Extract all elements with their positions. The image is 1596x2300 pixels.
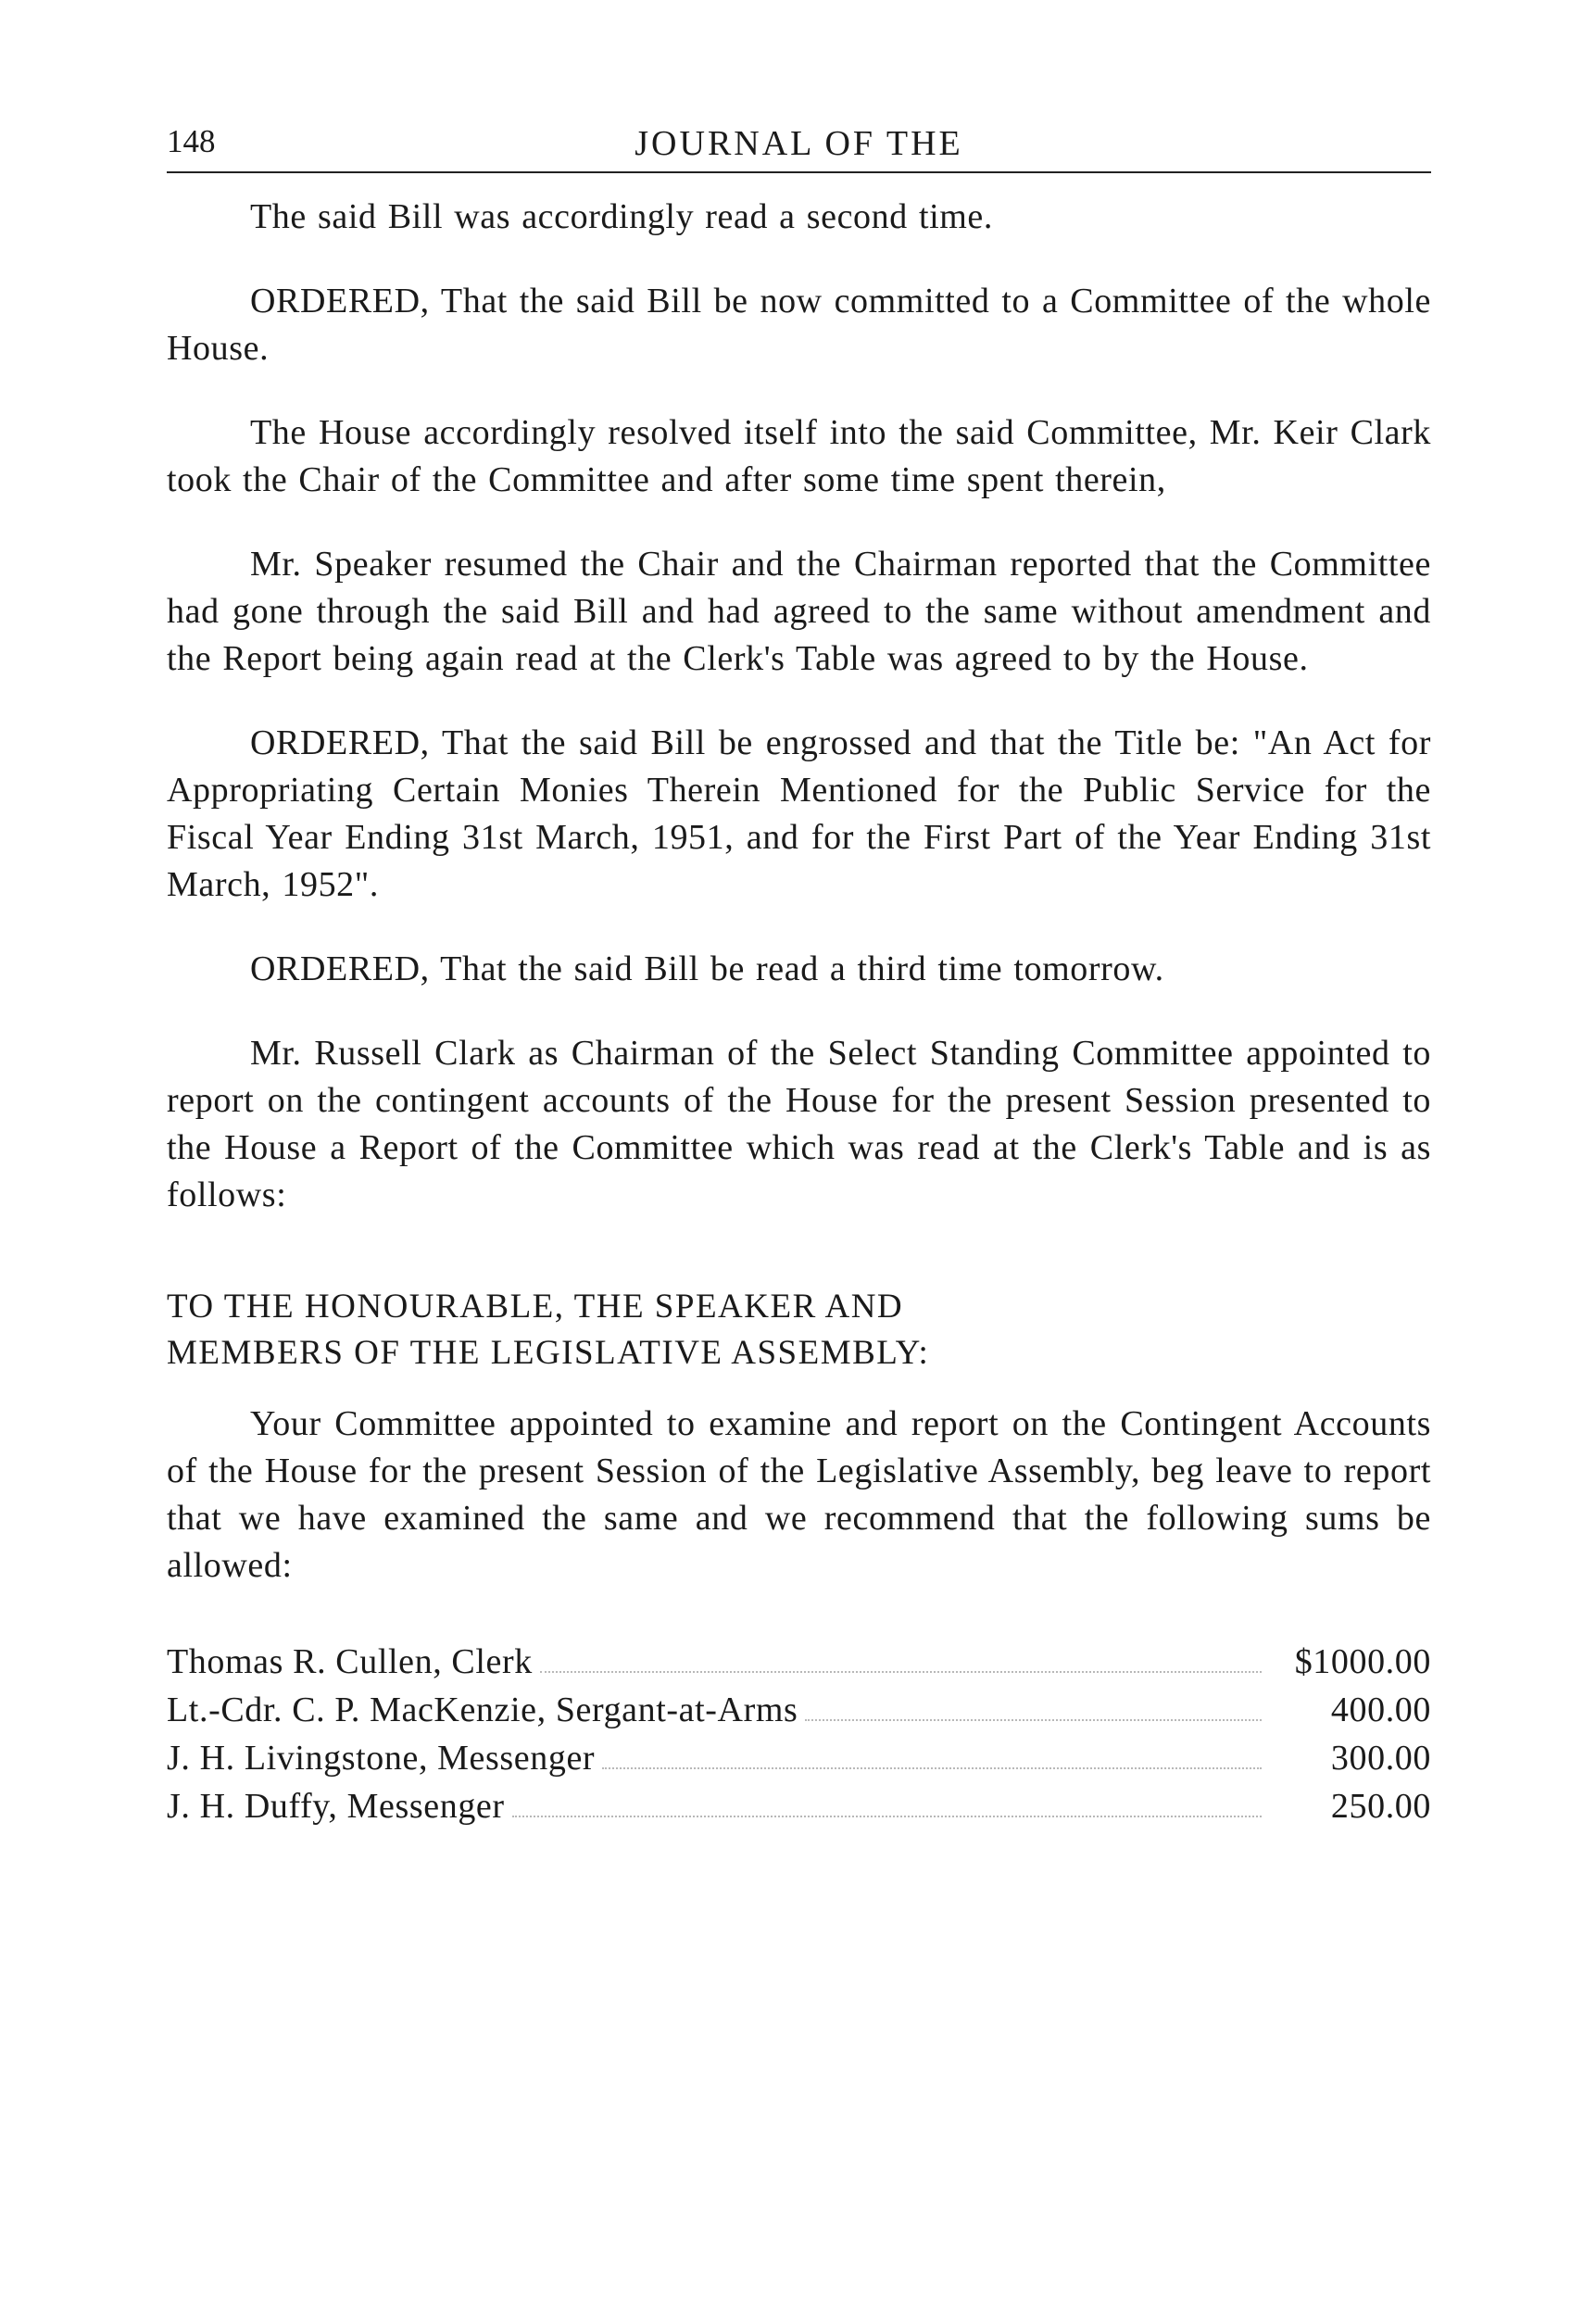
- account-row: [167, 1734, 1431, 1782]
- account-name: Lt.-Cdr. C. P. MacKenzie, Sergant-at-Arms: [167, 1690, 798, 1729]
- account-amount: $1000.00: [1294, 1642, 1431, 1681]
- paragraph-committee-resolution: The House accordingly resolved itself into the said Committee, Mr. Keir Clark took the Chair of the Committee and after some time spent therein,: [167, 413, 1431, 499]
- accounts-list: [167, 1638, 1431, 1830]
- account-name: J. H. Duffy, Messenger: [167, 1787, 505, 1826]
- account-name: Thomas R. Cullen, Clerk: [167, 1642, 533, 1681]
- report-address: [167, 1284, 1431, 1376]
- address-line-2: MEMBERS OF THE LEGISLATIVE ASSEMBLY:: [167, 1334, 930, 1372]
- paragraph-third-reading-order: ORDERED, That the said Bill be read a third time tomorrow.: [250, 949, 1164, 988]
- paragraph-chairman-report: Mr. Speaker resumed the Chair and the Chairman reported that the Committee had gone through the said Bill and had agreed to the same without amendment and the Report being again read at the Clerk's Table was agreed to by the House.: [167, 545, 1431, 678]
- dot-leader: [602, 1766, 1262, 1769]
- paragraph-engrossment-order: ORDERED, That the said Bill be engrossed and that the Title be: "An Act for Appropriating Certain Monies Therein Mentioned for the Public Service for the Fiscal Year Ending 31st March, 1951, and for the First Part of the Year Ending 31st March, 1952".: [167, 723, 1431, 904]
- report-intro: Your Committee appointed to examine and report on the Contingent Accounts of the House for the present Session of the Legislative Assembly, beg leave to report that we have examined the same and we recommend that the following sums be allowed:: [167, 1404, 1431, 1585]
- paragraph-committal-order: ORDERED, That the said Bill be now committed to a Committee of the whole House.: [167, 282, 1431, 368]
- account-row: [167, 1638, 1431, 1686]
- paragraph-second-reading: The said Bill was accordingly read a second time.: [250, 197, 993, 236]
- account-amount: 400.00: [1330, 1690, 1431, 1729]
- dot-leader: [512, 1815, 1262, 1817]
- proceedings-text: [167, 194, 1431, 1219]
- dot-leader: [805, 1718, 1262, 1721]
- journal-page: [167, 116, 1431, 1830]
- running-head: [167, 116, 1431, 173]
- account-name: J. H. Livingstone, Messenger: [167, 1739, 596, 1778]
- paragraph-contingent-accounts: Mr. Russell Clark as Chairman of the Select Standing Committee appointed to report on the contingent accounts of the House for the present Session presented to the House a Report of the Committee which was read at the Clerk's Table and is as follows:: [167, 1034, 1431, 1214]
- address-line-1: TO THE HONOURABLE, THE SPEAKER AND: [167, 1288, 904, 1326]
- account-row: [167, 1686, 1431, 1734]
- dot-leader: [540, 1670, 1262, 1673]
- account-amount: 250.00: [1330, 1787, 1431, 1826]
- account-row: [167, 1782, 1431, 1830]
- page-number: 148: [167, 123, 216, 159]
- journal-title: JOURNAL OF THE: [635, 124, 963, 163]
- account-amount: 300.00: [1330, 1739, 1431, 1778]
